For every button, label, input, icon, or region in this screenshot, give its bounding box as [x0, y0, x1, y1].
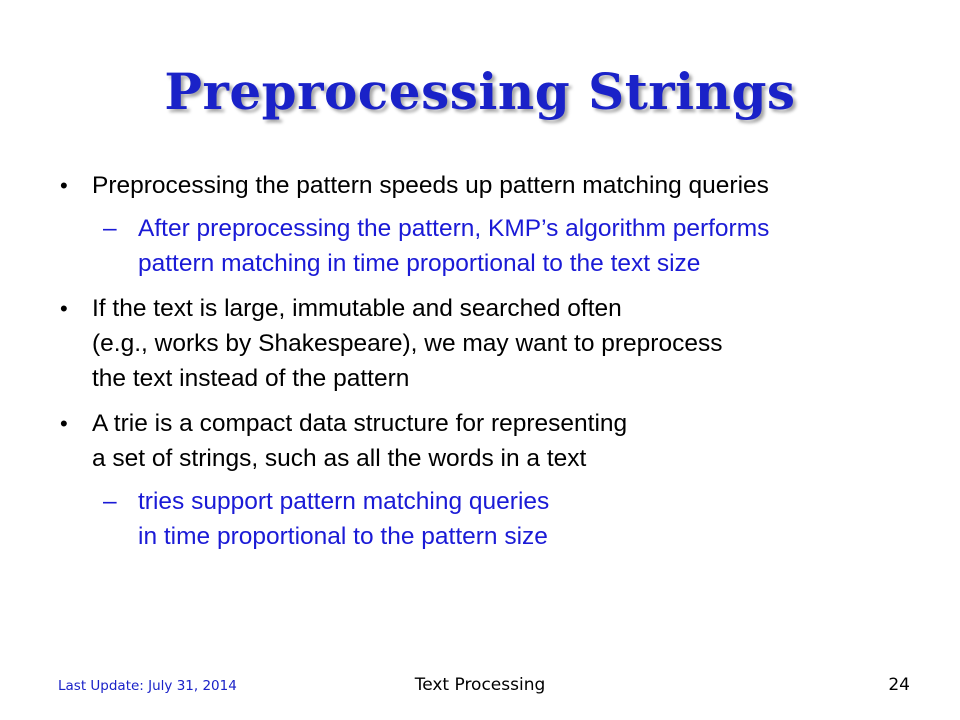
bullet-icon: •: [60, 296, 68, 321]
bullet-text: (e.g., works by Shakespeare), we may want to preprocess: [92, 330, 723, 357]
sub-bullet-text: in time proportional to the pattern size: [138, 523, 548, 550]
bullet-item: [0, 291, 960, 396]
footer-course-title: Text Processing: [414, 675, 546, 695]
sub-bullet-text: tries support pattern matching queries: [138, 488, 550, 515]
slide-title: Preprocessing Strings: [164, 62, 796, 121]
footer-last-update: Last Update: July 31, 2014: [58, 678, 237, 694]
slide-body: [0, 168, 960, 564]
dash-icon: –: [103, 488, 117, 515]
bullet-item: [0, 168, 960, 203]
sub-bullet-text: pattern matching in time proportional to the text size: [138, 250, 701, 277]
footer-page-number: 24: [888, 675, 910, 695]
bullet-text: Preprocessing the pattern speeds up pattern matching queries: [92, 172, 769, 199]
dash-icon: –: [103, 215, 117, 242]
sub-bullet-item: [0, 211, 960, 281]
bullet-text: If the text is large, immutable and searched often: [92, 295, 622, 322]
bullet-text: the text instead of the pattern: [92, 365, 410, 392]
bullet-icon: •: [60, 411, 68, 436]
bullet-text: a set of strings, such as all the words in a text: [92, 445, 587, 472]
bullet-item: [0, 406, 960, 476]
sub-bullet-item: [0, 484, 960, 554]
sub-bullet-text: After preprocessing the pattern, KMP’s algorithm performs: [138, 215, 770, 242]
bullet-text: A trie is a compact data structure for representing: [92, 410, 628, 437]
bullet-icon: •: [60, 173, 68, 198]
